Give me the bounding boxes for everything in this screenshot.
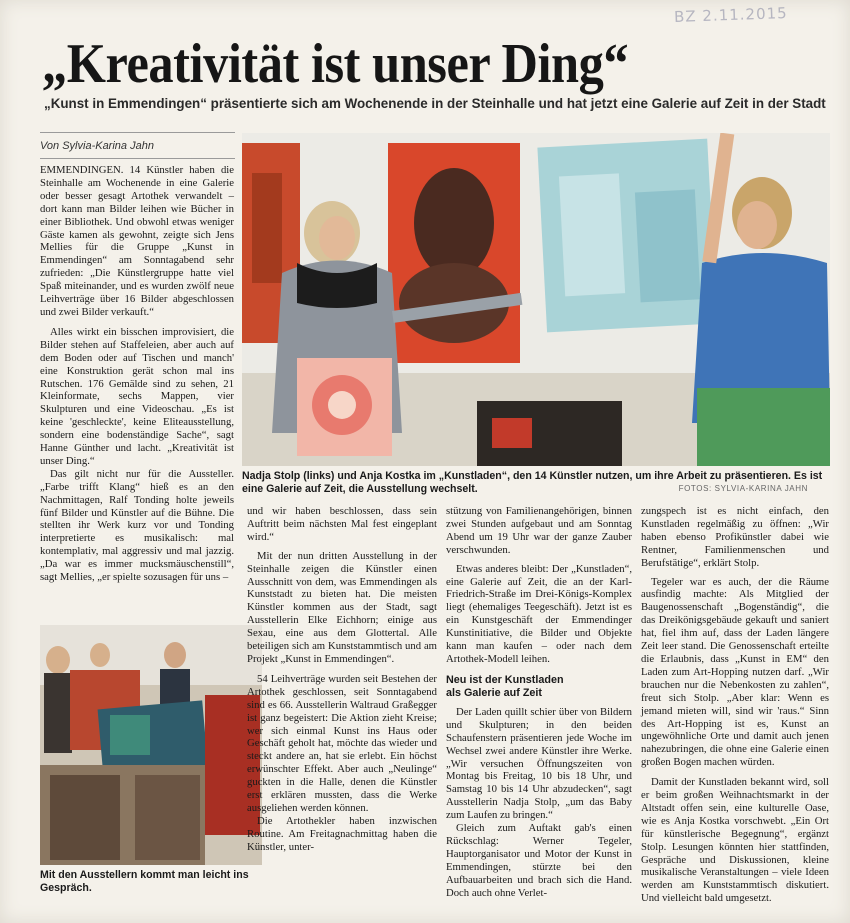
article-subheadline: „Kunst in Emmendingen“ präsentierte sich am Wochenende in der Steinhalle und hat jetzt eine Galerie auf Zeit in der Stadt [44, 96, 826, 111]
subheading-line: Neu ist der Kunstladen [446, 673, 564, 686]
subheading-line: als Galerie auf Zeit [446, 686, 543, 699]
photo-credit: FOTOS: SYLVIA-KARINA JAHN [678, 484, 808, 493]
main-photo [242, 133, 830, 466]
paragraph: stützung von Familienangehörigen, binnen zwei Stunden aufgebaut und am Sonntag Abend um 19 Uhr war der ganze Zauber verschwunden. [446, 505, 632, 556]
main-photo-caption: Nadja Stolp (links) und Anja Kostka im „Kunstladen“, den 14 Künstler nutzen, um ihre Arbeit zu präsentieren. Es ist eine Galerie auf Zeit, die Ausstellung wechselt. [242, 470, 823, 495]
article-column-1 [40, 164, 234, 584]
gallery-photo-image [242, 133, 830, 466]
paragraph: und wir haben beschlossen, dass sein Auftritt beim nächsten Mal fest eingeplant wird.“ [247, 505, 437, 543]
article-column-4 [641, 505, 829, 905]
paragraph: Gleich zum Auftakt gab's einen Rückschlag: Werner Tegeler, Hauptorganisator und Motor der Kunst in Emmendingen, stürzte bei den Aufbauarbeiten und brach sich die Hand. Doch auch ohne Verlet- [446, 822, 632, 899]
paragraph: EMMENDINGEN. 14 Künstler haben die Steinhalle am Wochenende in eine Galerie oder besser gesagt Artothek verwandelt – dort kann man Bilder leihen wie Bücher in einer Bibliothek. Und obwohl etwas weniger Gäste kamen als gewohnt, zeigte sich Jens Mellies für die Gruppe „Kunst in Emmendingen“ am Sonntagabend sehr zufrieden: „Die Künstlergruppe hatte viel Spaß miteinander, und es wurden zwölf neue Leihverträge über 16 Bilder abgeschlossen und zwei Bilder verkauft.“ [40, 164, 234, 318]
article-column-2 [247, 505, 437, 854]
small-photo [40, 625, 262, 865]
paragraph: Etwas anderes bleibt: Der „Kunstladen“, eine Galerie auf Zeit, die an der Karl-Friedrich-Straße im Drei-Königs-Komplex liegt (ehemaliges Teegeschäft). Jetzt ist es ein Kunstgeschäft der Emmendinger Kunstinitiative, die Bilder und Objekte kann man kaufen – oder nach dem Artothek-Modell leihen. [446, 562, 632, 665]
date-stamp: BZ 2.11.2015 [674, 4, 789, 26]
paragraph: zungspech ist es nicht einfach, den Kunstladen regelmäßig zu öffnen: „Wir haben ebenso Profikünstler dabei wie Rentner, Familienmenschen und Berufstätige“, erklärt Stolp. [641, 505, 829, 569]
section-subheading [446, 674, 632, 700]
paragraph: Tegeler war es auch, der die Räume ausfindig machte: Als Mitglied der Baugenossenschaft „Bogenständig“, die das Dreikönigsgebäude gekauft und saniert hat, fiel ihm auf, dass der Laden längere Zeit leer stand. Die Genossenschaft erteilte die Erlaubnis, dass „Kunst in EM“ den Laden zum Art-Hopping nutzen darf. „Wir brauchen nur die Nebenkosten zu zahlen“, freut sich Stolp. „Aber klar: Wenn es jemand mieten will, sind wir 'raus.“ Sinn des Art-Hopping ist es, Kunst an ungewöhnliche Orte und damit auch jenen nahezubringen, die ohne eine Galerie einen großen Bogen machen würden. [641, 575, 829, 769]
paragraph: 54 Leihverträge wurden seit Bestehen der Artothek geschlossen, seit Sonntagabend sind es 66. Ausstellerin Waltraud Graßegger ist ganz begeistert: Die Aktion zieht Kreise; wer sich einmal Kunst ins Haus oder Geschäft geholt hat, möchte das wieder und steckt andere an, hat sie erlebt. Ein höchst erwünschter Effekt. Aber auch „Neulinge“ guckten in die Halle, denen die Künstler erst erklären mussten, dass die Werke ausgeliehen werden können. [247, 672, 437, 814]
paragraph: Mit der nun dritten Ausstellung in der Steinhalle zeigen die Künstler einen Ausschnitt von dem, was Emmendingen als Kunststadt zu bieten hat. Die meisten Künstler kommen aus der Stadt, sagt Ausstellerin Elke Eichhorn; einige aus Sexau, eine aus dem Glottertal. Alle beteiligen sich am Kunststammtisch und am Projekt „Kunst in Emmendingen“. [247, 549, 437, 665]
paragraph: Damit der Kunstladen bekannt wird, soll er beim großen Weihnachtsmarkt in der Altstadt offen sein, eine kulturelle Oase, wie es Anja Kostka vorschwebt. „Ein Ort für künstlerische Begegnung“, ergänzt Stolp. Lesungen könnten hier stattfinden, Gespräche und Diskussionen, kleine musikalische Veranstaltungen – viele Ideen werden am Kunststammtisch diskutiert. Und vielleicht bald umgesetzt. [641, 776, 829, 905]
paragraph: Die Artothekler haben inzwischen Routine. Am Freitagnachmittag haben die Künstler, unter- [247, 814, 437, 853]
article-column-3 [446, 505, 632, 899]
small-photo-image [40, 625, 262, 865]
byline-rule [40, 132, 235, 133]
small-photo-caption: Mit den Ausstellern kommt man leicht ins Gespräch. [40, 869, 249, 894]
paragraph: Der Laden quillt schier über von Bildern und Skulpturen; in den beiden Schaufenstern präsentieren jede Woche im Wechsel zwei andere Künstler ihre Werke. „Wir versuchen Öffnungszeiten von Montag bis Freitag, 10 bis 18 Uhr, und Samstag 10 bis 14 Uhr abzudecken“, sagt Ausstellerin Nadja Stolp, „um das Baby zum Laufen zu bringen.“ [446, 705, 632, 822]
byline-rule-bottom [40, 158, 235, 159]
paragraph: Alles wirkt ein bisschen improvisiert, die Bilder stehen auf Staffeleien, aber auch auf dem Boden oder auf Tischen und manch' eine Konstruktion gerät schon mal ins Rutschen. 176 Gemälde sind zu sehen, 21 Kleinformate, sechs Mappen, vier Skulpturen und eine Videoschau. „Es ist keine 'geschleckte', keine Eliteausstellung, sondern eine bodenständige Sache“, sagt Hanne Günther und lacht. „Kreativität ist unser Ding.“ [40, 325, 234, 467]
byline: Von Sylvia-Karina Jahn [40, 140, 154, 152]
paragraph: Das gilt nicht nur für die Aussteller. „Farbe trifft Klang“ hieß es an den Nachmittagen, Ralf Tonding holte jeweils fünf Bilder und Künstler auf die Bühne. Die stellten ihr Werk kurz vor und Tonding interpretierte es musikalisch: mal kontemplativ, mal aggressiv und mal jazzig. „Da war es immer mucksmäuschenstill“, sagt Mellies, „er spielte sozusagen für uns – [40, 467, 234, 584]
article-headline: „Kreativität ist unser Ding“ [42, 33, 629, 95]
